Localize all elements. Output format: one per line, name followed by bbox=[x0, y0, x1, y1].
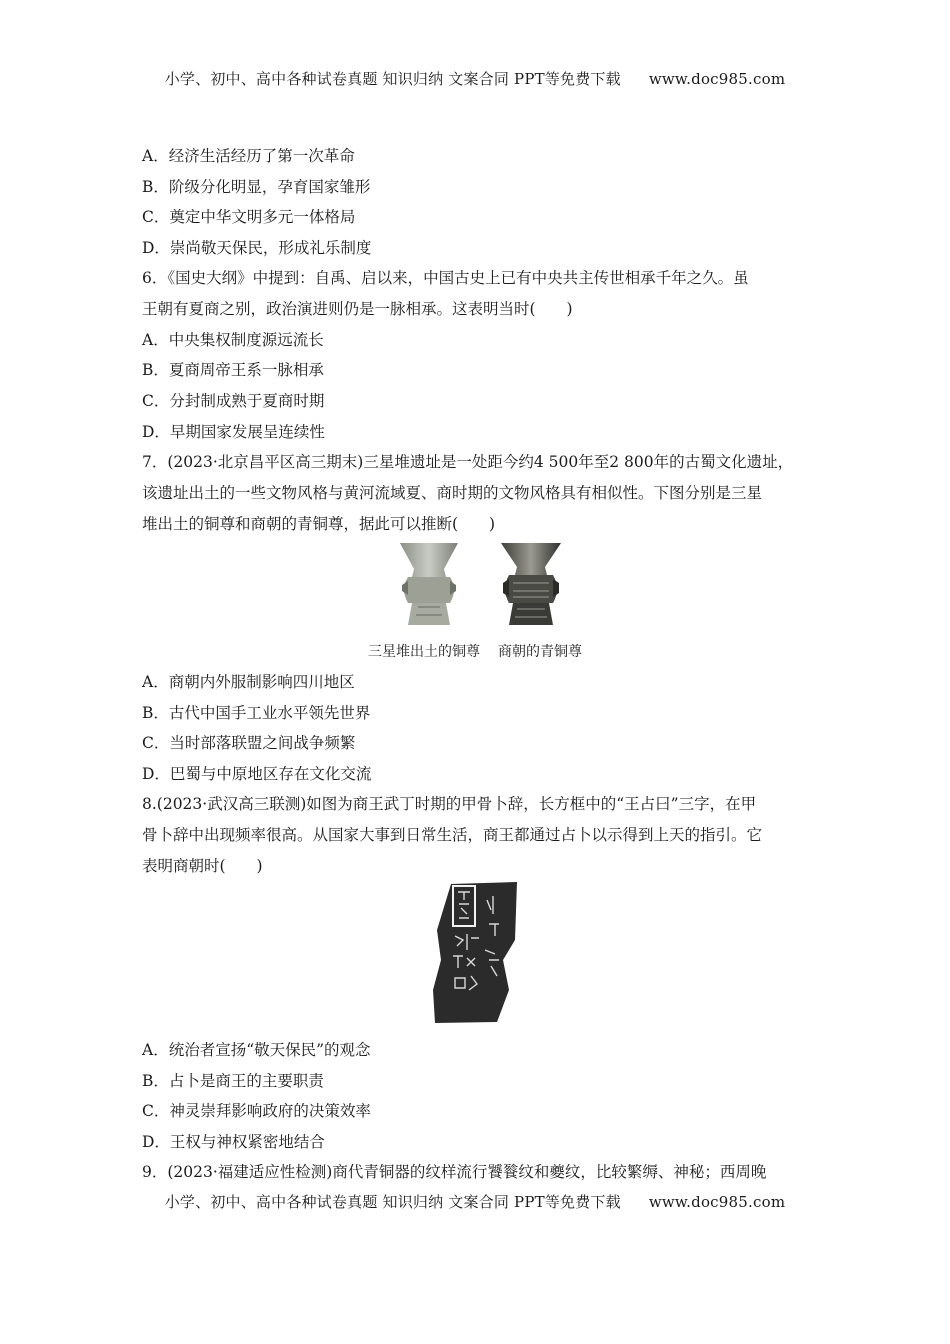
header-site: www.doc985.com bbox=[648, 70, 786, 88]
q6-option-c: C．分封制成熟于夏商时期 bbox=[142, 392, 325, 410]
q6-option-b: B．夏商周帝王系一脉相承 bbox=[142, 361, 324, 379]
page-footer bbox=[0, 1191, 950, 1212]
q7-stem-line-2: 该遗址出土的一些文物风格与黄河流域夏、商时期的文物风格具有相似性。下图分别是三星 bbox=[142, 484, 763, 502]
q8-option-b: B．占卜是商王的主要职责 bbox=[142, 1072, 324, 1090]
q5-option-b: B．阶级分化明显，孕育国家雏形 bbox=[142, 178, 371, 196]
caption-left: 三星堆出土的铜尊 bbox=[368, 644, 480, 660]
q5-option-d: D．崇尚敬天保民，形成礼乐制度 bbox=[142, 239, 372, 257]
oracle-bone-rubbing-image bbox=[431, 880, 519, 1025]
q9-stem-line-1: 9．(2023·福建适应性检测)商代青铜器的纹样流行饕餮纹和夔纹，比较繁缛、神秘；西周晚 bbox=[142, 1163, 767, 1181]
q8-option-d: D．王权与神权紧密地结合 bbox=[142, 1133, 325, 1151]
q7-option-d: D．巴蜀与中原地区存在文化交流 bbox=[142, 765, 372, 783]
q8-stem-line-2: 骨卜辞中出现频率很高。从国家大事到日常生活，商王都通过占卜以示得到上天的指引。它 bbox=[142, 826, 763, 844]
q7-stem-line-1: 7．(2023·北京昌平区高三期末)三星堆遗址是一处距今约4 500年至2 800年的古蜀文化遗址， bbox=[142, 453, 794, 471]
q8-option-a: A．统治者宣扬“敬天保民”的观念 bbox=[142, 1041, 371, 1059]
footer-text: 小学、初中、高中各种试卷真题 知识归纳 文案合同 PPT等免费下载 bbox=[164, 1193, 621, 1211]
q5-option-a: A．经济生活经历了第一次革命 bbox=[142, 147, 355, 165]
q6-option-a: A．中央集权制度源远流长 bbox=[142, 331, 324, 349]
q8-stem-line-3: 表明商朝时( ) bbox=[142, 857, 263, 875]
q8-stem-line-1: 8.(2023·武汉高三联测)如图为商王武丁时期的甲骨卜辞，长方框中的“王占曰”三字，在甲 bbox=[142, 795, 757, 813]
shang-bronze-zun-image bbox=[497, 541, 565, 627]
q7-image-caption bbox=[0, 641, 950, 661]
q7-option-c: C．当时部落联盟之间战争频繁 bbox=[142, 734, 356, 752]
q7-option-b: B．古代中国手工业水平领先世界 bbox=[142, 704, 371, 722]
sanxingdui-bronze-zun-image bbox=[394, 541, 464, 627]
caption-right: 商朝的青铜尊 bbox=[498, 644, 582, 660]
page-header bbox=[0, 68, 950, 89]
q6-stem-line-1: 6．《国史大纲》中提到：自禹、启以来，中国古史上已有中央共主传世相承千年之久。虽 bbox=[142, 269, 749, 287]
header-text: 小学、初中、高中各种试卷真题 知识归纳 文案合同 PPT等免费下载 bbox=[164, 70, 621, 88]
q7-stem-line-3: 堆出土的铜尊和商朝的青铜尊，据此可以推断( ) bbox=[142, 515, 496, 533]
q5-option-c: C．奠定中华文明多元一体格局 bbox=[142, 208, 356, 226]
q6-option-d: D．早期国家发展呈连续性 bbox=[142, 423, 325, 441]
footer-site: www.doc985.com bbox=[648, 1193, 786, 1211]
q8-option-c: C．神灵崇拜影响政府的决策效率 bbox=[142, 1102, 371, 1120]
q7-option-a: A．商朝内外服制影响四川地区 bbox=[142, 673, 355, 691]
q6-stem-line-2: 王朝有夏商之别，政治演进则仍是一脉相承。这表明当时( ) bbox=[142, 300, 573, 318]
